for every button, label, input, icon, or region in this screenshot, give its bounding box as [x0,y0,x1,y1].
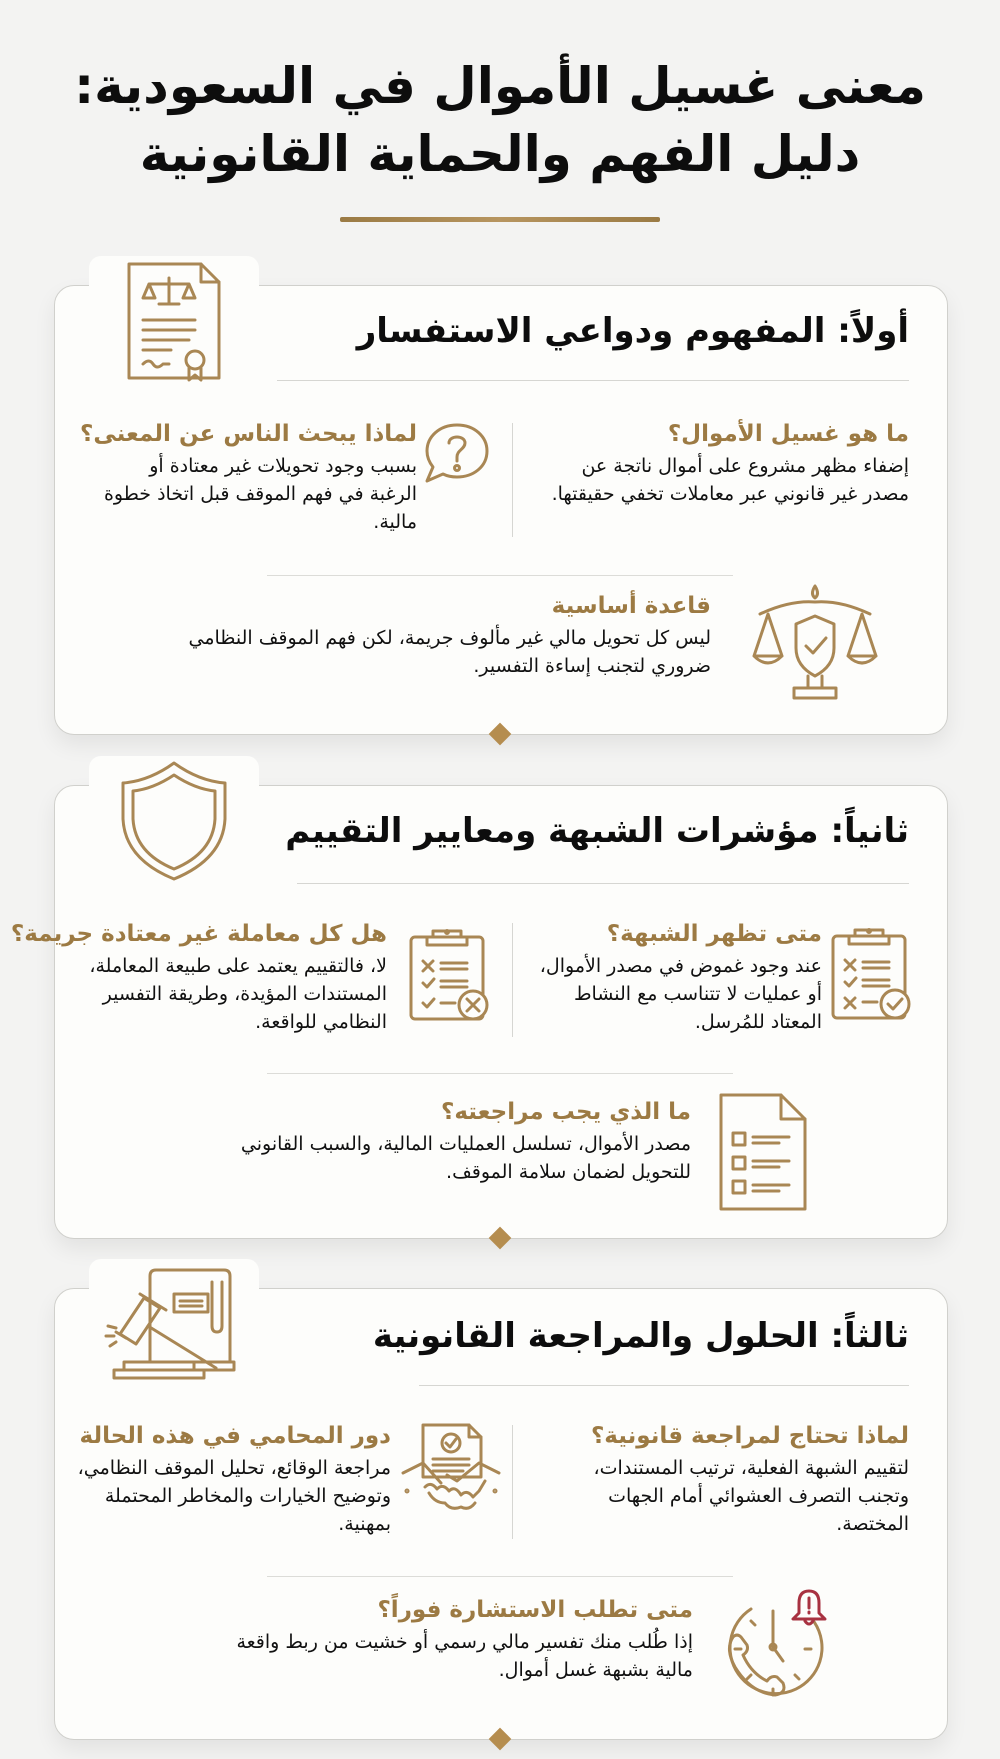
block-heading: متى تظهر الشبهة؟ [606,921,822,947]
section-title-rule [419,1385,909,1386]
section-diamond-divider [489,723,512,746]
section-title: ثالثاً: الحلول والمراجعة القانونية [372,1316,909,1356]
section-diamond-divider [489,1728,512,1751]
block-body: ليس كل تحويل مالي غير مألوف جريمة، لكن فهم الموقف النظامي ضروري لتجنب إساءة التفسير. [188,627,711,677]
block-heading: لماذا تحتاج لمراجعة قانونية؟ [590,1423,909,1449]
info-block-when-suspicion [522,918,822,1036]
block-heading: هل كل معاملة غير معتادة جريمة؟ [10,921,387,947]
section-concept-card [54,285,948,735]
info-block-why-search [80,418,417,536]
section-solutions-card [54,1288,948,1740]
block-body: مصدر الأموال، تسلسل العمليات المالية، والسبب القانوني للتحويل لضمان سلامة الموقف. [240,1133,691,1183]
section-title-rule [297,883,909,884]
row-divider [267,575,733,576]
block-heading: ما الذي يجب مراجعته؟ [440,1099,691,1125]
block-heading: لماذا يبحث الناس عن المعنى؟ [80,421,417,447]
row-divider [267,1073,733,1074]
section-title-rule [277,380,909,381]
block-heading: قاعدة أساسية [551,593,711,619]
row-divider [267,1576,733,1577]
section-title: أولاً: المفهوم ودواعي الاستفسار [356,311,909,351]
block-body: عند وجود غموض في مصدر الأموال، أو عمليات لا تتناسب مع النشاط المعتاد للمُرسل. [539,955,822,1033]
section-title: ثانياً: مؤشرات الشبهة ومعايير التقييم [285,811,909,851]
section-diamond-divider [489,1227,512,1250]
column-divider [512,923,513,1037]
handshake-document-icon [401,1419,501,1525]
info-block-every-unusual [10,918,387,1036]
question-bubble-icon [421,421,493,487]
clipboard-check-icon [829,922,919,1022]
title-underline [340,217,660,222]
block-body: لتقييم الشبهة الفعلية، ترتيب المستندات، وتجنب التصرف العشوائي أمام الجهات المختصة. [593,1457,909,1535]
info-block-what-to-review [221,1096,691,1186]
page-title [0,52,1000,188]
legal-document-scales-icon [89,256,259,386]
info-block-when-consult [213,1594,693,1684]
block-body: إضفاء مظهر مشروع على أموال ناتجة عن مصدر غير قانوني عبر معاملات تخفي حقيقتها. [551,455,909,505]
clipboard-x-icon [407,923,497,1023]
info-block-lawyer-role [71,1420,391,1538]
shield-icon [89,756,259,886]
column-divider [512,423,513,537]
info-block-basic-rule [151,590,711,680]
block-body: بسبب وجود تحويلات غير معتادة أو الرغبة في فهم الموقف قبل اتخاذ خطوة مالية. [103,455,417,533]
info-block-what-is [549,418,909,508]
section-indicators-card [10,785,948,1239]
column-divider [512,1425,513,1539]
block-heading: متى تطلب الاستشارة فوراً؟ [377,1597,693,1623]
gavel-book-icon [89,1259,259,1389]
info-block-why-legal-review [549,1420,909,1538]
page-title-line-1: معنى غسيل الأموال في السعودية: [74,57,926,115]
clock-phone-alert-icon [721,1589,831,1707]
block-body: إذا طُلب منك تفسير مالي رسمي أو خشيت من ربط واقعة مالية بشبهة غسل أموال. [236,1631,693,1681]
scales-shield-icon [750,580,880,708]
block-heading: دور المحامي في هذه الحالة [79,1423,391,1449]
block-heading: ما هو غسيل الأموال؟ [667,421,909,447]
checklist-document-icon [715,1091,811,1215]
page-title-line-2: دليل الفهم والحماية القانونية [139,125,861,183]
block-body: مراجعة الوقائع، تحليل الموقف النظامي، وتوضيح الخيارات والمخاطر المحتملة بمهنية. [77,1457,391,1535]
block-body: لا، فالتقييم يعتمد على طبيعة المعاملة، المستندات المؤيدة، وطريقة التفسير النظامي للواقعة. [89,955,387,1033]
